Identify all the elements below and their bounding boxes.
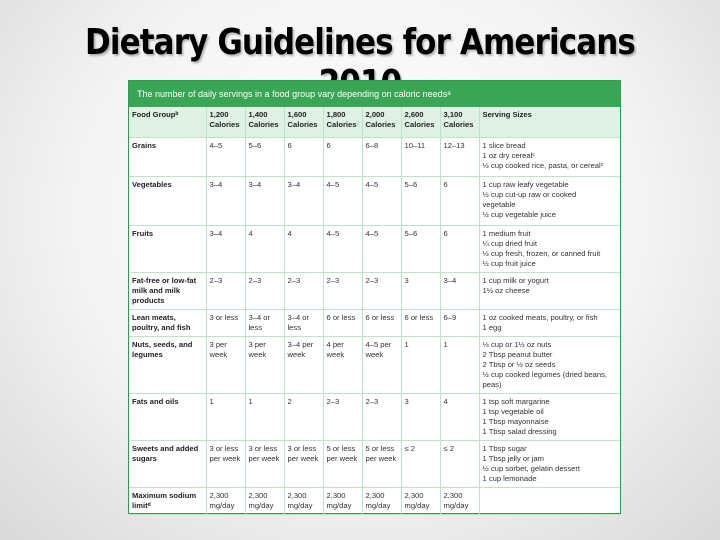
servings-cell: 4–5 — [362, 177, 401, 226]
servings-cell: 4–5 — [362, 226, 401, 273]
servings-cell: 1 — [401, 337, 440, 394]
servings-cell: 3 per week — [206, 337, 245, 394]
servings-cell: 2–3 — [323, 394, 362, 441]
servings-cell: 6 or less — [323, 310, 362, 337]
servings-cell: 2–3 — [284, 273, 323, 310]
servings-cell: 2–3 — [362, 394, 401, 441]
food-group-cell: Fat-free or low-fat milk and milk products — [129, 273, 206, 310]
servings-cell: 2,300 mg/day — [284, 488, 323, 515]
serving-size-line: 1 Tbsp mayonnaise — [482, 417, 549, 426]
header-1800-calories: 1,800 Calories — [323, 107, 362, 138]
servings-cell: 3–4 per week — [284, 337, 323, 394]
servings-cell: 1 — [245, 394, 284, 441]
serving-size-line: 1 slice bread — [482, 141, 526, 150]
food-group-cell: Lean meats, poultry, and fish — [129, 310, 206, 337]
serving-size-line: 1 Tbsp salad dressing — [482, 427, 557, 436]
servings-cell: 6 — [440, 226, 479, 273]
serving-sizes-cell — [479, 226, 620, 273]
serving-sizes-cell — [479, 441, 620, 488]
servings-cell: 6 — [440, 177, 479, 226]
servings-cell: 5–6 — [401, 177, 440, 226]
servings-table-figure — [128, 80, 621, 514]
servings-cell: 6 — [323, 138, 362, 177]
header-1200-calories: 1,200 Calories — [206, 107, 245, 138]
serving-size-line: 1 Tbsp jelly or jam — [482, 454, 544, 463]
serving-size-line: 1 cup milk or yogurt — [482, 276, 549, 285]
table-row-fruits — [129, 226, 620, 273]
servings-cell: 4–5 — [323, 226, 362, 273]
servings-cell: 2,300 mg/day — [362, 488, 401, 515]
servings-cell: 3–4 — [206, 226, 245, 273]
serving-size-line: ½ cup cooked legumes (dried beans, — [482, 370, 608, 379]
food-group-cell: Maximum sodium limitᵈ — [129, 488, 206, 515]
serving-size-line: 1 cup lemonade — [482, 474, 537, 483]
table-row-sodium — [129, 488, 620, 515]
servings-cell: 3–4 or less — [284, 310, 323, 337]
servings-cell: 3 — [401, 394, 440, 441]
serving-size-line: 1 Tbsp sugar — [482, 444, 527, 453]
servings-table — [129, 107, 620, 515]
serving-size-line: 1 egg — [482, 323, 502, 332]
servings-cell: 2,300 mg/day — [440, 488, 479, 515]
serving-sizes-cell — [479, 394, 620, 441]
food-group-cell: Fruits — [129, 226, 206, 273]
servings-cell: 6–8 — [362, 138, 401, 177]
servings-cell: 5 or less per week — [362, 441, 401, 488]
serving-size-line: ⅓ cup or 1½ oz nuts — [482, 340, 552, 349]
table-banner: The number of daily servings in a food group vary depending on caloric needsᵃ — [129, 81, 620, 107]
header-food-group: Food Groupᵇ — [129, 107, 206, 138]
food-group-cell: Sweets and added sugars — [129, 441, 206, 488]
table-header-row — [129, 107, 620, 138]
servings-cell: 5–6 — [401, 226, 440, 273]
servings-cell: 4–5 — [206, 138, 245, 177]
serving-size-line: ½ cup cooked rice, pasta, or cerealᶜ — [482, 161, 604, 170]
servings-cell: 3–4 — [284, 177, 323, 226]
serving-size-line: ¼ cup dried fruit — [482, 239, 537, 248]
serving-size-line: 1 oz cooked meats, poultry, or fish — [482, 313, 598, 322]
table-row-dairy — [129, 273, 620, 310]
servings-cell: 3 or less per week — [284, 441, 323, 488]
servings-cell: 6 or less — [362, 310, 401, 337]
serving-size-line: 2 Tbsp or ½ oz seeds — [482, 360, 556, 369]
serving-size-line: 1 tsp vegetable oil — [482, 407, 544, 416]
food-group-cell: Grains — [129, 138, 206, 177]
servings-cell: 1 — [206, 394, 245, 441]
servings-cell: 4 — [440, 394, 479, 441]
table-row-grains — [129, 138, 620, 177]
serving-size-line: 1½ oz cheese — [482, 286, 530, 295]
servings-cell: 3 or less per week — [206, 441, 245, 488]
serving-size-line: 2 Tbsp peanut butter — [482, 350, 553, 359]
serving-size-line: ½ cup cut-up raw or cooked — [482, 190, 577, 199]
servings-cell: 5 or less per week — [323, 441, 362, 488]
header-1600-calories: 1,600 Calories — [284, 107, 323, 138]
servings-cell: 1 — [440, 337, 479, 394]
servings-cell: 4–5 per week — [362, 337, 401, 394]
servings-cell: 3 or less — [206, 310, 245, 337]
table-row-nuts-seeds-legumes — [129, 337, 620, 394]
servings-cell: 3 per week — [245, 337, 284, 394]
serving-sizes-cell — [479, 310, 620, 337]
servings-cell: 10–11 — [401, 138, 440, 177]
serving-sizes-cell — [479, 177, 620, 226]
servings-cell: 2,300 mg/day — [206, 488, 245, 515]
servings-cell: 4–5 — [323, 177, 362, 226]
servings-cell: 2–3 — [362, 273, 401, 310]
serving-sizes-cell — [479, 273, 620, 310]
servings-cell: 12–13 — [440, 138, 479, 177]
servings-cell: 6–9 — [440, 310, 479, 337]
food-group-cell: Fats and oils — [129, 394, 206, 441]
serving-size-line: 1 cup raw leafy vegetable — [482, 180, 569, 189]
servings-cell: 2,300 mg/day — [401, 488, 440, 515]
servings-cell: 2–3 — [323, 273, 362, 310]
table-row-sweets-sugars — [129, 441, 620, 488]
serving-size-line: 1 medium fruit — [482, 229, 531, 238]
servings-cell: ≤ 2 — [401, 441, 440, 488]
table-row-fats-oils — [129, 394, 620, 441]
serving-size-line: vegetable — [482, 200, 516, 209]
servings-cell: 3–4 or less — [245, 310, 284, 337]
header-2000-calories: 2,000 Calories — [362, 107, 401, 138]
servings-cell: 5–6 — [245, 138, 284, 177]
servings-cell: 2 — [284, 394, 323, 441]
serving-size-line: ½ cup fruit juice — [482, 259, 536, 268]
table-row-lean-meats — [129, 310, 620, 337]
serving-size-line: ½ cup fresh, frozen, or canned fruit — [482, 249, 601, 258]
serving-size-line: 1 oz dry cerealᶜ — [482, 151, 535, 160]
serving-sizes-cell — [479, 488, 620, 515]
servings-cell: 4 — [284, 226, 323, 273]
food-group-cell: Vegetables — [129, 177, 206, 226]
serving-sizes-cell — [479, 337, 620, 394]
servings-cell: 4 per week — [323, 337, 362, 394]
header-3100-calories: 3,100 Calories — [440, 107, 479, 138]
servings-cell: 3–4 — [245, 177, 284, 226]
servings-cell: 3 or less per week — [245, 441, 284, 488]
serving-size-line: peas) — [482, 380, 502, 389]
servings-cell: 4 — [245, 226, 284, 273]
table-row-vegetables — [129, 177, 620, 226]
header-2600-calories: 2,600 Calories — [401, 107, 440, 138]
servings-cell: 3–4 — [206, 177, 245, 226]
serving-size-line: ½ cup sorbet, gelatin dessert — [482, 464, 581, 473]
servings-cell: ≤ 2 — [440, 441, 479, 488]
slide-title: Dietary Guidelines for Americans — [84, 22, 635, 63]
servings-cell: 3 — [401, 273, 440, 310]
header-serving-sizes: Serving Sizes — [479, 107, 620, 138]
serving-sizes-cell — [479, 138, 620, 177]
header-1400-calories: 1,400 Calories — [245, 107, 284, 138]
serving-size-line: ½ cup vegetable juice — [482, 210, 556, 219]
serving-size-line: 1 tsp soft margarine — [482, 397, 550, 406]
servings-cell: 2,300 mg/day — [245, 488, 284, 515]
servings-cell: 2,300 mg/day — [323, 488, 362, 515]
servings-cell: 2–3 — [206, 273, 245, 310]
servings-cell: 6 — [284, 138, 323, 177]
servings-cell: 3–4 — [440, 273, 479, 310]
servings-cell: 6 or less — [401, 310, 440, 337]
food-group-cell: Nuts, seeds, and legumes — [129, 337, 206, 394]
servings-cell: 2–3 — [245, 273, 284, 310]
